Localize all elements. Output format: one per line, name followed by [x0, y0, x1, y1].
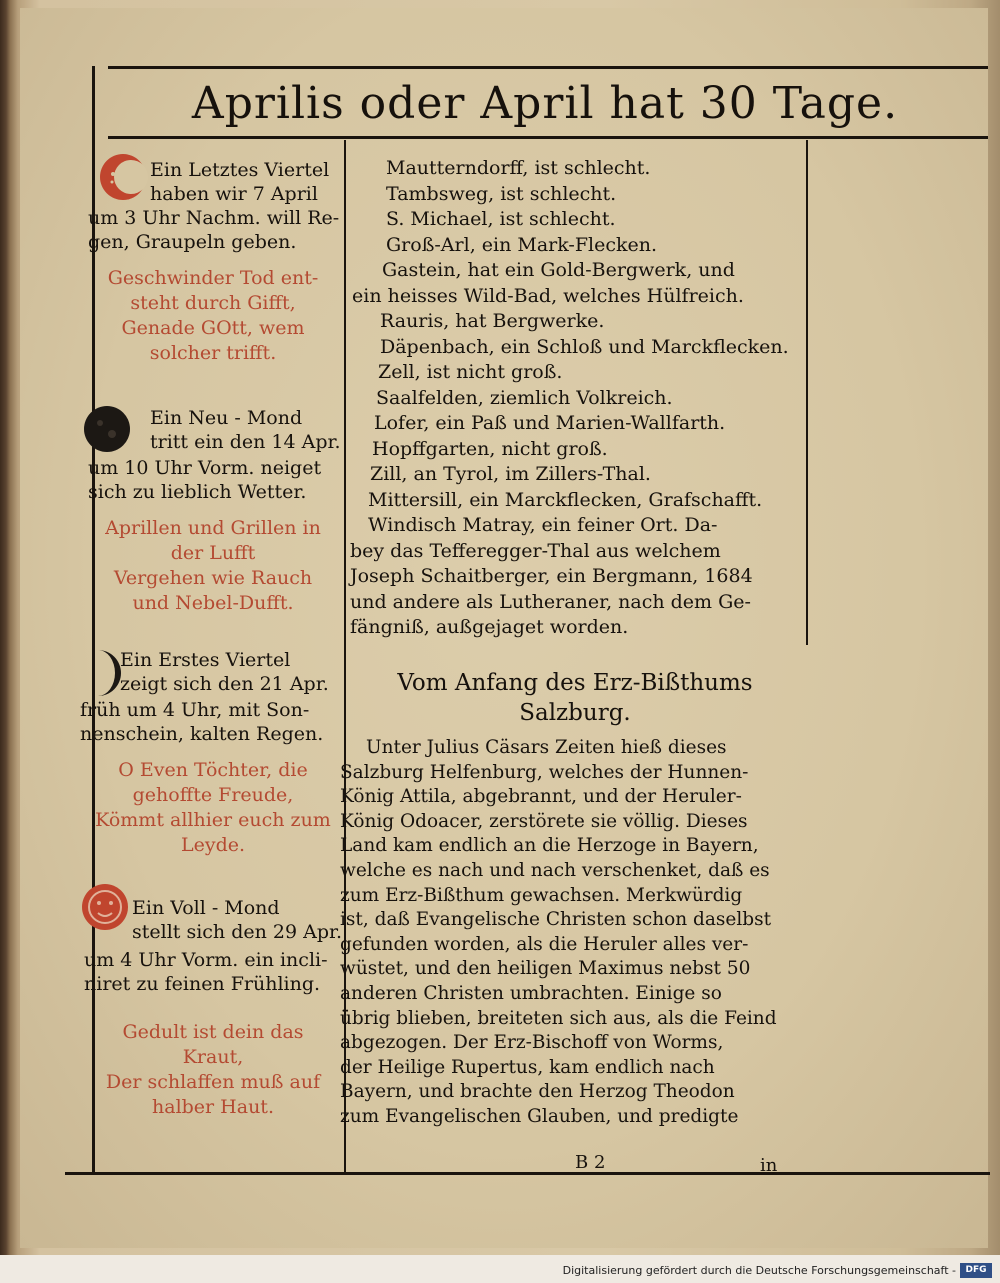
moon-phase-line: niret zu feinen Frühling.	[84, 973, 321, 995]
place-line: bey das Tefferegger-Thal aus welchem	[350, 539, 721, 562]
verse-line: solcher trifft.	[149, 342, 277, 364]
moon-phase-line: früh um 4 Uhr, mit Son-	[80, 699, 310, 721]
verse-line: der Lufft	[170, 542, 256, 564]
moon-phase-text-4b	[84, 948, 344, 996]
full-moon-icon	[80, 882, 130, 932]
place-line: Tambsweg, ist schlecht.	[386, 182, 617, 205]
moon-phase-verse-4	[82, 1020, 344, 1120]
verse-line: halber Haut.	[152, 1096, 274, 1118]
verse-line: Kraut,	[182, 1046, 244, 1068]
page-title: Aprilis oder April hat 30 Tage.	[191, 78, 899, 129]
verse-line: gehoffte Freude,	[132, 784, 294, 806]
moon-phase-line: Ein Voll - Mond	[132, 897, 280, 919]
paragraph-line: anderen Christen umbrachten. Einige so	[340, 982, 722, 1004]
place-line: Lofer, ein Paß und Marien-Wallfarth.	[374, 412, 726, 434]
moon-phase-text-2	[150, 406, 344, 454]
moon-phase-line: stellt sich den 29 Apr.	[132, 921, 343, 943]
place-line: Däpenbach, ein Schloß und Marckflecken.	[380, 335, 789, 358]
verse-line: Kömmt allhier euch zum	[95, 809, 331, 831]
moon-phase-text-2b	[88, 456, 344, 504]
verse-line: Aprillen und Grillen in	[105, 517, 321, 539]
paragraph-line: welche es nach und nach verschenket, daß es	[340, 859, 770, 881]
new-moon-icon	[82, 404, 132, 454]
place-line: Windisch Matray, ein feiner Ort. Da-	[368, 514, 718, 536]
last-quarter-moon-icon	[98, 152, 148, 202]
moon-phase-text-1b	[88, 206, 344, 254]
history-paragraph	[340, 736, 795, 1130]
verse-line: Vergehen wie Rauch	[113, 567, 313, 589]
moon-phase-line: um 3 Uhr Nachm. will Re-	[88, 207, 340, 229]
moon-phase-line: haben wir 7 April	[150, 183, 318, 205]
moon-phase-line: tritt ein den 14 Apr.	[150, 431, 341, 453]
place-line: Zell, ist nicht groß.	[378, 361, 563, 383]
footer-text: Digitalisierung gefördert durch die Deutsche Forschungsgemeinschaft -	[562, 1264, 956, 1277]
section-heading	[350, 668, 800, 728]
moon-phase-text-3b	[80, 698, 344, 746]
paragraph-line: gefunden worden, als die Heruler alles ver-	[340, 933, 749, 955]
paragraph-line: Unter Julius Cäsars Zeiten hieß dieses	[366, 737, 727, 758]
place-line: Gastein, hat ein Gold-Bergwerk, und	[382, 259, 735, 281]
moon-phase-verse-2	[82, 516, 344, 616]
place-line: Hopffgarten, nicht groß.	[372, 437, 608, 460]
moon-phase-line: Ein Neu - Mond	[150, 407, 303, 429]
place-line: Saalfelden, ziemlich Volkreich.	[376, 386, 673, 409]
title-rule	[108, 136, 988, 139]
place-line: Zill, an Tyrol, im Zillers-Thal.	[370, 463, 651, 485]
bottom-rule	[65, 1172, 990, 1175]
verse-line: Der schlaffen muß auf	[105, 1071, 321, 1093]
paragraph-line: Bayern, und brachte den Herzog Theodon	[340, 1081, 735, 1103]
heading-line: Salzburg.	[519, 700, 631, 726]
place-line: Groß-Arl, ein Mark-Flecken.	[386, 233, 658, 256]
verse-line: O Even Töchter, die	[118, 759, 308, 781]
top-rule	[108, 66, 988, 69]
place-line: Rauris, hat Bergwerke.	[380, 310, 605, 332]
moon-phase-line: nenschein, kalten Regen.	[80, 723, 324, 745]
paragraph-line: der Heilige Rupertus, kam endlich nach	[340, 1056, 715, 1078]
moon-phase-line: sich zu lieblich Wetter.	[88, 481, 307, 503]
places-list	[350, 156, 800, 641]
catchword: in	[760, 1155, 778, 1176]
paragraph-line: König Odoacer, zerstörete sie völlig. Dieses	[340, 810, 748, 832]
paragraph-line: Land kam endlich an die Herzoge in Bayern,	[340, 835, 759, 857]
verse-line: steht durch Gifft,	[130, 292, 296, 314]
paragraph-line: zum Evangelischen Glauben, und predigte	[340, 1105, 739, 1127]
verse-line: Geschwinder Tod ent-	[107, 267, 319, 289]
place-line: Mautterndorff, ist schlecht.	[386, 157, 651, 179]
moon-phase-verse-1	[82, 266, 344, 366]
paragraph-line: abgezogen. Der Erz-Bischoff von Worms,	[340, 1032, 724, 1054]
dfg-logo: DFG	[960, 1263, 992, 1278]
heading-line: Vom Anfang des Erz-Bißthums	[397, 670, 753, 696]
moon-phase-line: um 4 Uhr Vorm. ein incli-	[84, 949, 328, 971]
verse-line: Genade GOtt, wem	[121, 317, 305, 339]
place-line: ein heisses Wild-Bad, welches Hülfreich.	[352, 284, 744, 307]
place-line: fängniß, außgejaget worden.	[350, 616, 629, 638]
signature-mark: B 2	[575, 1152, 606, 1173]
place-line: Mittersill, ein Marckflecken, Grafschafft.	[368, 488, 763, 511]
moon-phase-text-4	[132, 896, 344, 944]
paragraph-line: übrig blieben, breiteten sich aus, als die Feind	[340, 1007, 777, 1029]
verse-line: Leyde.	[180, 834, 246, 856]
moon-phase-line: zeigt sich den 21 Apr.	[120, 673, 329, 695]
moon-phase-line: um 10 Uhr Vorm. neiget	[88, 457, 322, 479]
verse-line: Gedult ist dein das	[122, 1021, 304, 1043]
moon-phase-verse-3	[82, 758, 344, 858]
verse-line: und Nebel-Dufft.	[132, 592, 294, 614]
paragraph-line: König Attila, abgebrannt, und der Heruler-	[340, 786, 742, 808]
moon-phase-text-1	[150, 158, 344, 206]
moon-phase-line: Ein Letztes Viertel	[150, 159, 330, 181]
paragraph-line: Salzburg Helfenburg, welches der Hunnen-	[340, 761, 749, 783]
moon-phase-text-3	[120, 648, 344, 696]
place-line: Joseph Schaitberger, ein Bergmann, 1684	[350, 565, 753, 587]
paragraph-line: wüstet, und den heiligen Maximus nebst 50	[340, 958, 751, 980]
moon-phase-line: Ein Erstes Viertel	[120, 649, 291, 671]
paragraph-line: ist, daß Evangelische Christen schon daselbst	[340, 909, 772, 931]
place-line: und andere als Lutheraner, nach dem Ge-	[350, 590, 751, 613]
digitization-footer	[0, 1260, 1000, 1283]
moon-phase-line: gen, Graupeln geben.	[88, 231, 297, 253]
paragraph-line: zum Erz-Bißthum gewachsen. Merkwürdig	[340, 884, 743, 906]
place-line: S. Michael, ist schlecht.	[386, 208, 616, 230]
column-divider-right	[806, 140, 808, 645]
